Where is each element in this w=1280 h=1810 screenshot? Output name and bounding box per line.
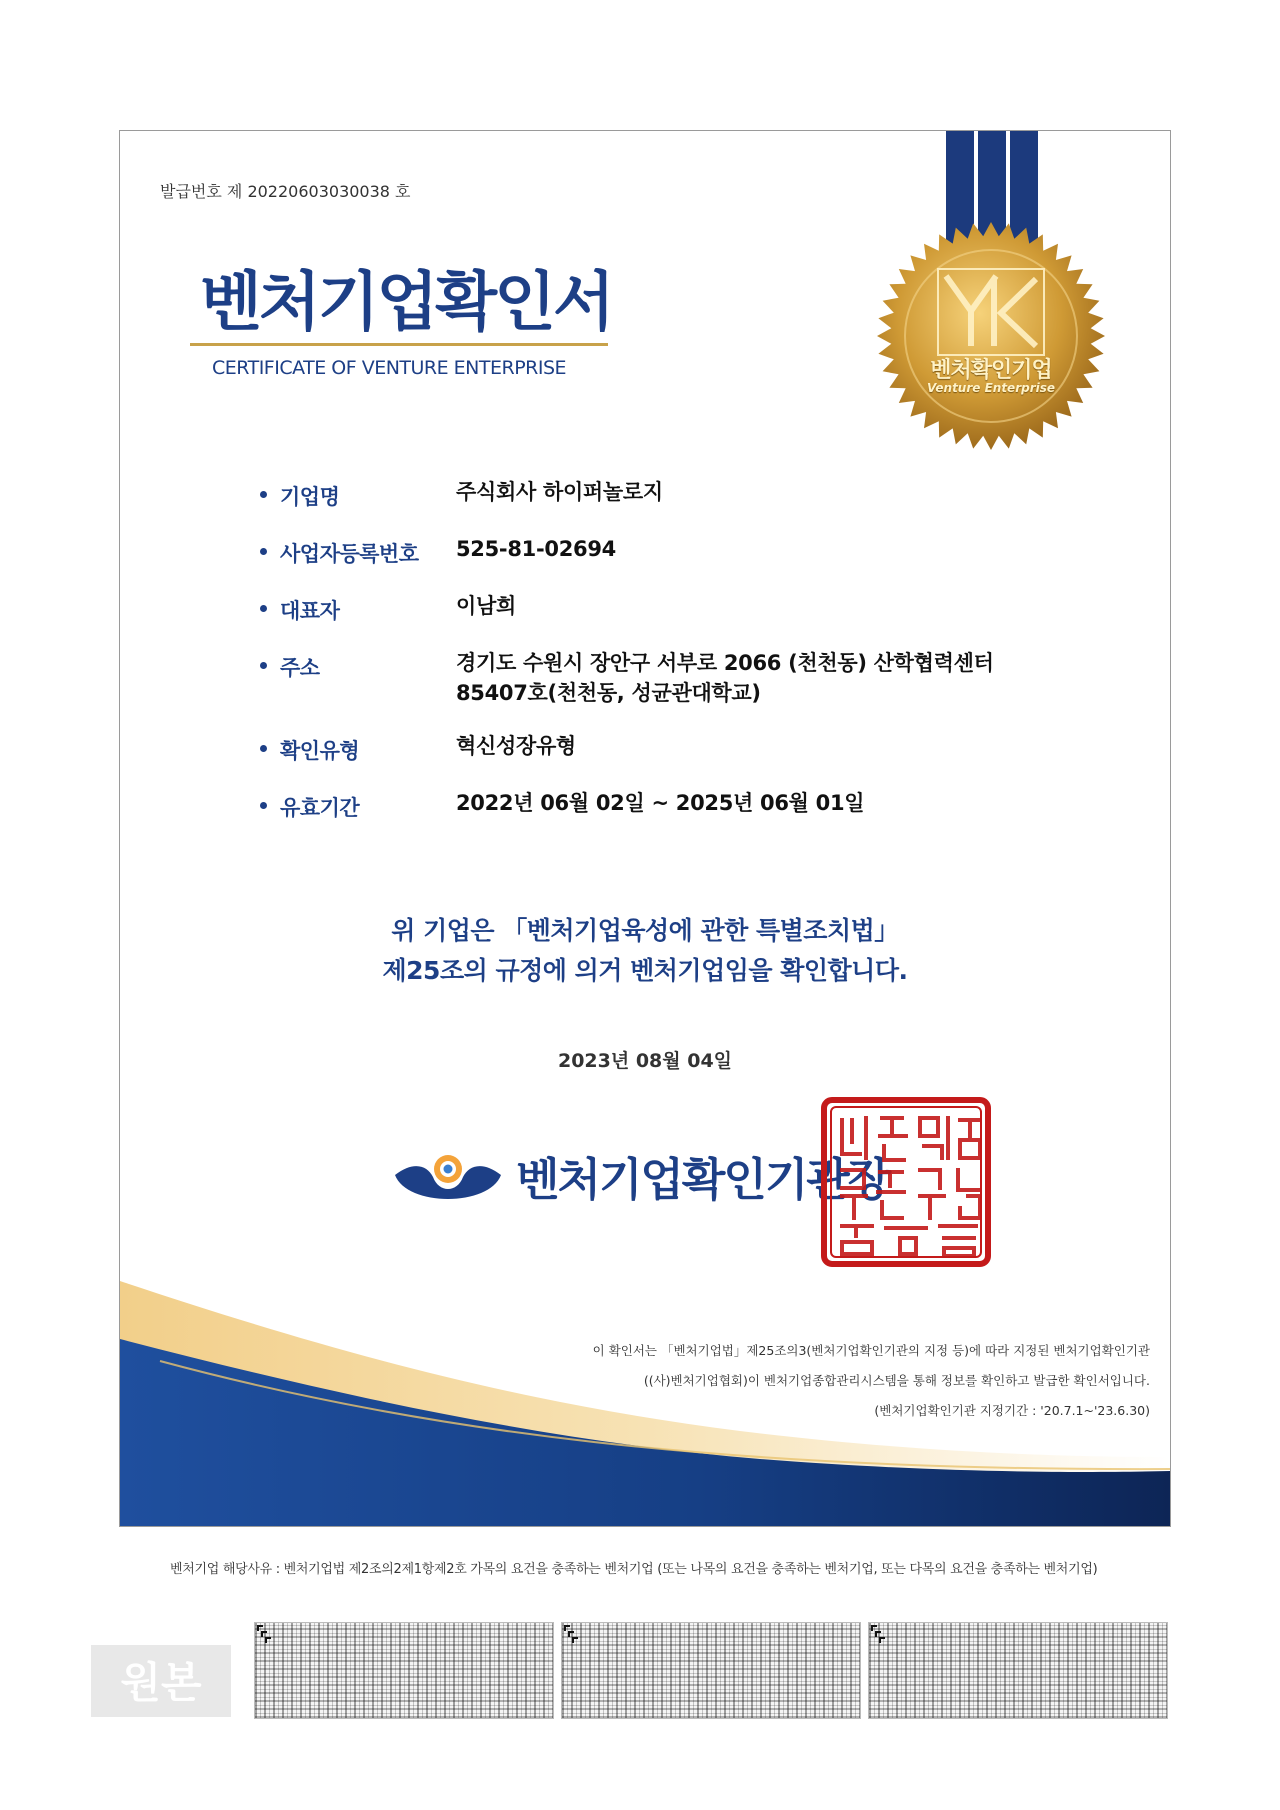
verification-barcode	[254, 1622, 554, 1719]
certificate-subtitle: CERTIFICATE OF VENTURE ENTERPRISE	[212, 357, 567, 379]
field-value: 이남희	[456, 594, 516, 618]
bullet-icon	[260, 802, 267, 809]
verification-barcode	[561, 1622, 861, 1719]
svg-text:원본: 원본	[120, 1658, 202, 1707]
official-stamp-icon	[820, 1096, 992, 1268]
barcode-corner-icon	[562, 1623, 584, 1645]
field-label: 사업자등록번호	[280, 542, 419, 566]
field-address	[260, 652, 1080, 735]
field-label: 주소	[280, 656, 320, 680]
field-label: 유효기간	[280, 796, 360, 820]
seal-label-en: Venture Enterprise	[926, 381, 1056, 395]
field-value: 525-81-02694	[456, 537, 616, 561]
issue-number: 발급번호 제 20220603030038 호	[160, 182, 411, 201]
statement-line: 위 기업은 「벤처기업육성에 관한 특별조치법」	[391, 916, 899, 945]
certification-statement	[120, 911, 1170, 991]
issue-date: 2023년 08월 04일	[557, 1050, 733, 1072]
bullet-icon	[260, 548, 267, 555]
barcode-corner-icon	[869, 1623, 891, 1645]
field-representative	[260, 595, 1080, 652]
organization-name: 벤처기업확인기관장	[516, 1153, 890, 1206]
field-label: 대표자	[280, 599, 340, 623]
field-label: 기업명	[280, 485, 340, 509]
field-value: 주식회사 하이퍼놀로지	[456, 480, 663, 504]
field-validity-period	[260, 792, 1080, 849]
bullet-icon	[260, 605, 267, 612]
bullet-icon	[260, 662, 267, 669]
venture-reason: 벤처기업 해당사유 : 벤처기업법 제2조의2제1항제2호 가목의 요건을 충족하는 벤처기업 (또는 나목의 요건을 충족하는 벤처기업, 또는 다목의 요건을 충족하는 벤처기업)	[170, 1562, 1098, 1577]
field-business-number	[260, 538, 1080, 595]
certificate-fields	[260, 481, 1080, 849]
note-line: (벤처기업확인기관 지정기간 : '20.7.1~'23.6.30)	[874, 1403, 1150, 1418]
bullet-icon	[260, 491, 267, 498]
field-company-name	[260, 481, 1080, 538]
field-value: 경기도 수원시 장안구 서부로 2066 (천천동) 산학협력센터 85407호(천천동, 성균관대학교)	[456, 651, 994, 705]
original-document-mark	[91, 1645, 231, 1717]
organization-logo-icon	[393, 1147, 503, 1211]
bullet-icon	[260, 745, 267, 752]
certificate-frame	[119, 130, 1171, 1527]
title-underline	[190, 343, 608, 346]
field-confirmation-type	[260, 735, 1080, 792]
field-label: 확인유형	[280, 739, 360, 763]
issuance-notes	[593, 1336, 1150, 1426]
field-value: 혁신성장유형	[456, 734, 576, 758]
note-line: ((사)벤처기업협회)이 벤처기업종합관리시스템을 통해 정보를 확인하고 발급한 확인서입니다.	[643, 1373, 1150, 1388]
gold-seal-icon	[876, 221, 1106, 451]
field-value: 2022년 06월 02일 ~ 2025년 06월 01일	[456, 791, 865, 815]
certificate-title: 벤처기업확인서	[200, 266, 612, 340]
seal-label: 벤처확인기업	[930, 358, 1052, 383]
verification-barcode	[868, 1622, 1168, 1719]
barcode-corner-icon	[255, 1623, 277, 1645]
note-line: 이 확인서는 「벤처기업법」제25조의3(벤처기업확인기관의 지정 등)에 따라 지정된 벤처기업확인기관	[592, 1343, 1150, 1358]
statement-line: 제25조의 규정에 의거 벤처기업임을 확인합니다.	[382, 956, 908, 985]
